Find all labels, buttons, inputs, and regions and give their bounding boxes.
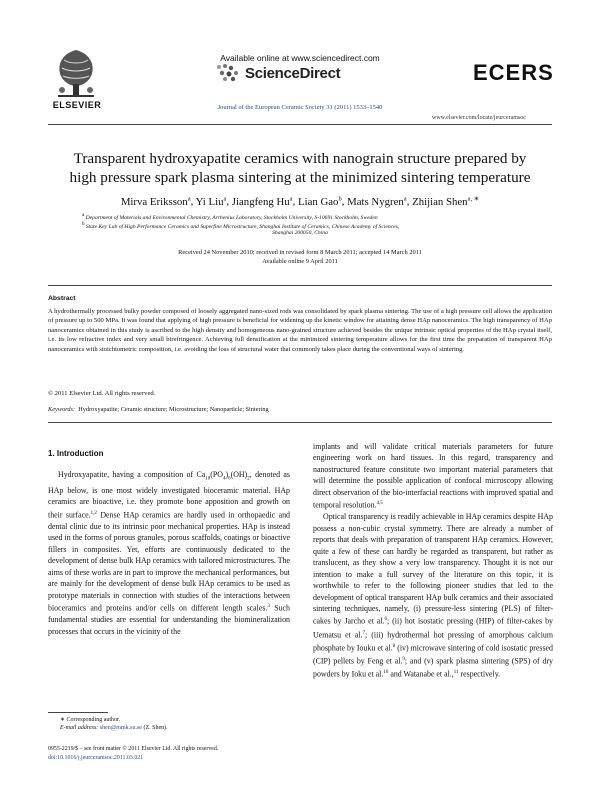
author-list: Mirva Eriksson$^a$, Yi Liu$^a$, Jiangfeng Hu$^a$, Lian Gao$^b$, Mats Nygren$^a$, Zhijian Shen$^{a, ∗}$ <box>120 195 480 208</box>
section-heading-introduction: 1. Introduction <box>48 449 104 458</box>
author-1: Mirva Eriksson$^a$ <box>120 195 191 208</box>
sciencedirect-logo <box>215 63 340 83</box>
affiliation-b: $^b$ State Key Lab of High Performance Ceramics and Superfine Microstructure, Shanghai Institute of Ceramics, Chinese Academy of Sciences, <box>82 222 400 230</box>
citation-3[interactable]: 3 <box>267 604 270 610</box>
author-6: Zhijian Shen$^{a, ∗}$ <box>412 195 480 208</box>
right-column <box>313 441 553 680</box>
intro-paragraph-1-cont: implants and will validate critical materials parameters for future engineering work on hard tissues. In this regard, transparency and nanostructured feature constitute two important material parameters that will determine the possible application of confocal microscopy allowing direct observation of the bio-interfacial reactions with improved spatial and temporal resolution.$^{4,5}$ <box>313 442 553 510</box>
affiliation-a: $^a$ Department of Materials and Environmental Chemistry, Arrhenius Laboratory, Stockholm University, S-10691 Stockholm, Sweden <box>82 213 378 221</box>
abstract-text: A hydrothermally processed bulky powder composed of loosely aggregated nano-sized rods was consolidated by spark plasma sintering. The use of a high pressure cell allows the application of pressure up to 500 MPa. It was found that applying of high pressure is beneficial for widening up the kinetic window for attaining dense HAp nanoceramics. The high transparency of HAp nanoceramics obtained in this study is ascribed to the high density and homogeneous nano-grained structure achieved besides the unique intrinsic optical properties of the HAp crystal itself, i.e. its low refractive index and very small birefringence. Achieving full densification at the minimized sintering temperature allows for the first time the preparation of transparent HAp nanoceramics with stoichiometric composition, i.e. avoiding the loss of structural water that commonly takes place during the conventional ways of sintering. <box>48 308 552 353</box>
email-link[interactable]: shen@mmk.su.se <box>99 725 142 731</box>
keywords: Keywords: Hydroxyapatite; Ceramic structure; Microstructure; Nanoparticle; Sintering <box>48 406 269 413</box>
keywords-divider <box>48 422 552 423</box>
doi-link[interactable]: doi:10.1016/j.jeurceramsoc.2011.03.021 <box>48 755 144 761</box>
header-divider <box>48 124 552 125</box>
intro-paragraph-1: Hydroxyapatite, having a composition of $Ca_{10}(PO_4)_6(OH)_2$, denoted as HAp below, is one most widely investigated bioceramic material. HAp ceramics are bioactive, i.e. they promote bone apposition and growth on their surface.$^{1,2}$ Dense HAp ceramics are hardly used in orthopaedic and dental clinic due to its intrinsic poor mechanical properties. HAp is instead used in the forms of porous granules, porous scaffolds, coatings or bioactive fillers in composites. Yet, efforts are continuously dedicated to the development of dense bulk HAp ceramics with tailored microstructures. The aims of these works are in part to improve the mechanical performances, but are mainly for the development of dense bulk HAp ceramics to be used as prototype materials in connection with studies of the interactions between bioceramics and proteins and/or cells on different length scales.$^3$ Such fundamental studies are essential for understanding the biomineralization processes that occurs in the vicinity of the <box>48 470 290 636</box>
citation-1-2[interactable]: 1,2 <box>90 510 97 516</box>
citation-6[interactable]: 6 <box>384 617 387 623</box>
publisher-name: ELSEVIER <box>52 100 102 110</box>
email-footnote: E-mail address: shen@mmk.su.se (Z. Shen). <box>60 725 168 731</box>
sciencedirect-dots-icon <box>215 63 241 83</box>
footnote-divider <box>48 712 108 713</box>
intro-paragraph-2: Optical transparency is readily achievable in HAp ceramics despite HAp possess a non-cubic crystal symmetry. There are already a number of reports that deals with preparation of transparent HAp ceramics. However, quite a few of these can hardly be regarded as transparent, but rather as translucent, as they show a very low transparency. Thought it is not our intention to make a full survey of the literature on this topic, it is worthwhile to refer to the following pioneer studies that led to the development of optical transparent HAp bulk ceramics and their associated sintering techniques, namely, (i) pressure-less sintering (PLS) of filter-cakes by Jarcho et al.$^6$; (ii) hot isostatic pressing (HIP) of filter-cakes by Uematsu et al.$^7$; (iii) hydrothermal hot pressing of amorphous calcium phosphate by Iouku et al.$^8$ (iv) microwave sintering of cold isostatic pressed (CIP) pellets by Feng et al.$^9$; and (v) spark plasma sintering (SPS) of dry powders by Ioku et al.$^{10}$ and Watanabe et al.,$^{11}$ respectively. <box>313 512 554 679</box>
affiliation-b-cont: Shanghai 200050, China <box>272 230 328 236</box>
ecers-logo: ECERS <box>473 60 554 85</box>
abstract-heading: Abstract <box>48 295 76 302</box>
citation-7[interactable]: 7 <box>362 630 366 636</box>
citation-8[interactable]: 8 <box>392 643 396 649</box>
abstract-top-divider <box>48 285 552 286</box>
corresponding-author-note: ∗ Corresponding author. <box>60 717 121 723</box>
sciencedirect-wordmark: ScienceDirect <box>245 64 341 82</box>
author-2: Yi Liu$^a$ <box>195 195 227 208</box>
title-line-2: high pressure spark plasma sintering at the minimized sintering temperature <box>69 169 531 186</box>
author-5: Mats Nygren$^a$ <box>347 195 407 208</box>
available-online-date: Available online 9 April 2011 <box>262 258 338 265</box>
journal-website[interactable]: www.elsevier.com/locate/jeurceramsoc <box>432 115 526 121</box>
title-line-1: Transparent hydroxyapatite ceramics with nanograin structure prepared by <box>73 150 527 167</box>
citation-11[interactable]: 11 <box>453 669 459 675</box>
available-online-text: Available online at www.sciencedirect.com <box>220 53 380 63</box>
citation-10[interactable]: 10 <box>383 669 389 675</box>
author-4: Lian Gao$^b$ <box>297 195 342 208</box>
issn-line: 0955-2219/$ – see front matter © 2011 Elsevier Ltd. All rights reserved. <box>48 746 219 752</box>
received-dates: Received 24 November 2010; received in revised form 8 March 2011; accepted 14 March 2011 <box>178 249 422 256</box>
copyright-notice: © 2011 Elsevier Ltd. All rights reserved. <box>48 390 156 397</box>
citation-9[interactable]: 9 <box>402 656 405 662</box>
journal-reference[interactable]: Journal of the European Ceramic Society 31 (2011) 1533–1540 <box>217 104 383 111</box>
article-title <box>40 149 560 187</box>
citation-4-5[interactable]: 4,5 <box>376 501 383 507</box>
left-column <box>48 469 290 637</box>
author-3: Jiangfeng Hu$^a$ <box>231 195 293 208</box>
